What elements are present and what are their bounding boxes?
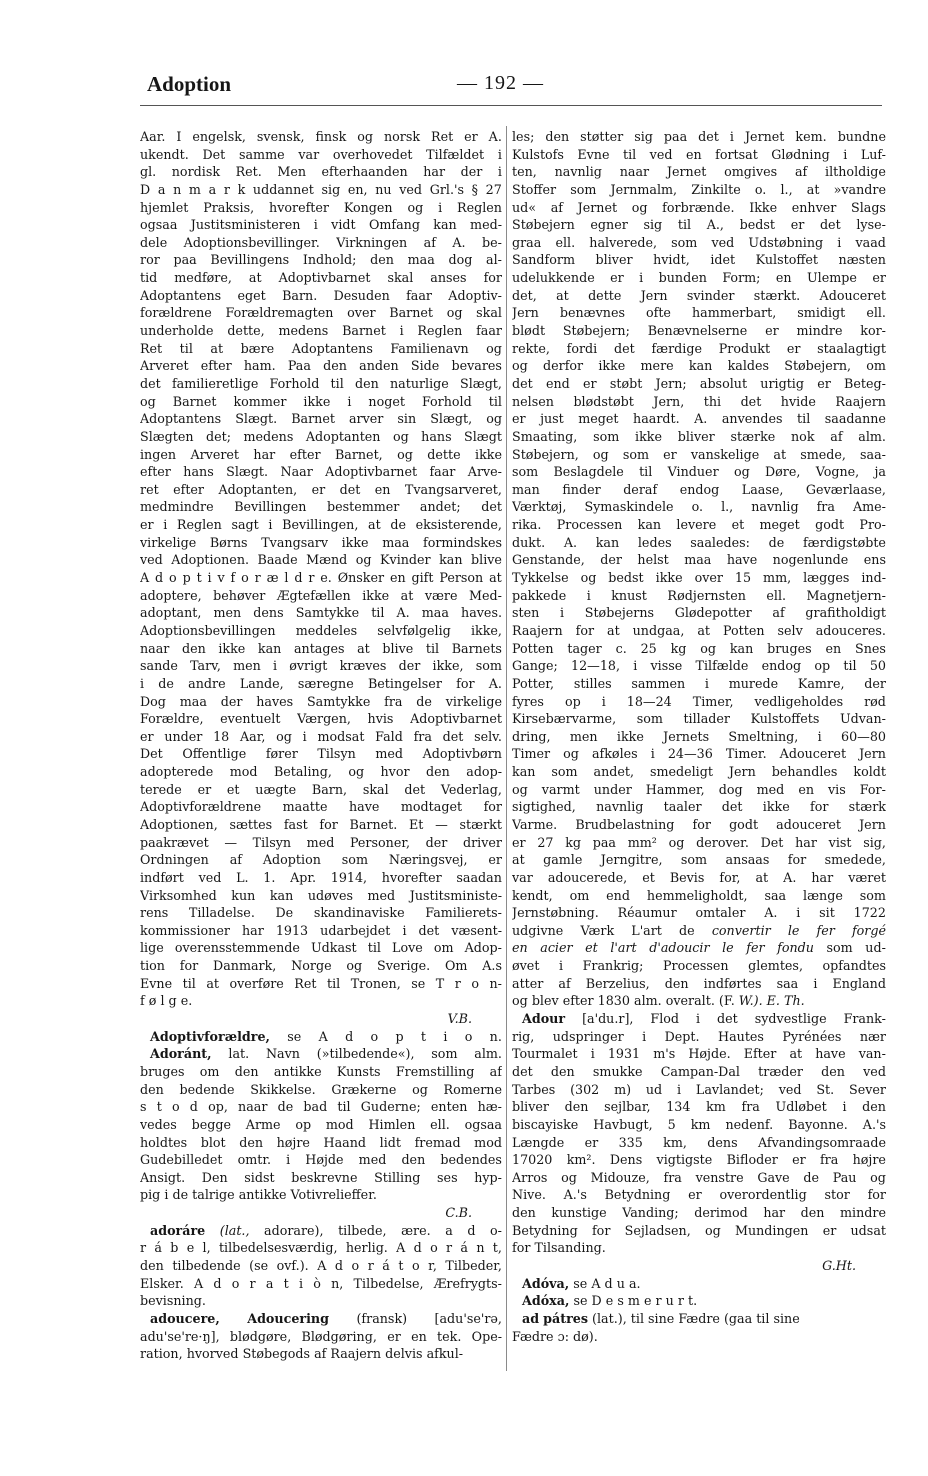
text-line: den tilbedende (se ovf.). A d o r á t o r, Tilbeder,	[140, 1258, 502, 1273]
text-line: udgivne Værk L'art de convertir le fer forgé	[512, 922, 886, 938]
text-line: holdtes blot den højre Haand lidt fremad mod	[140, 1134, 502, 1150]
text-line: hjemlet Praksis, hvorefter Kongen og i Reglen	[140, 199, 502, 215]
text-line: er 27 kg paa mm² og derover. Det har vist sig,	[512, 834, 886, 850]
text-line: Sandform bliver hvidt, idet Kulstoffet næsten	[512, 252, 886, 268]
text-line: Forældre, eventuelt Værgen, hvis Adoptivbarnet	[140, 711, 502, 727]
text-line: Arveret efter ham. Paa den anden Side bevares	[140, 358, 502, 374]
text-line: ror paa Bevillingens Indhold; den maa dog al-	[140, 252, 502, 268]
text-line: det end er støbt Jern; absolut urigtig er Beteg-	[512, 375, 886, 391]
text-line: ogsaa Justitsministeren i vidt Omfang kan med-	[140, 217, 502, 233]
text-line: kendt, om end hemmeligholdt, saa længe som	[512, 887, 886, 903]
text-line: bliver den sejlbar, 134 km fra Udløbet i den	[512, 1099, 886, 1115]
text-line: den bedende Skikkelse. Grækerne og Romerne	[140, 1081, 502, 1097]
text-line: Tourmalet i 1931 m's Højde. Efter at have van-	[512, 1046, 886, 1062]
text-line: medmindre Bevillingen bestemmer andet; det	[140, 499, 502, 515]
text-line: rekte, fordi det færdige Produkt er staalagtigt	[512, 340, 886, 356]
text-line: Dog maa der haves Samtykke fra de virkelige	[140, 693, 502, 709]
text-line: er just meget haardt. A. anvendes til saadanne	[512, 411, 886, 427]
text-line: udelukkende er i bunden Form; en Ulempe er	[512, 270, 886, 286]
text-line: Evne til at overføre Ret til Tronen, se T r o n-	[140, 975, 502, 991]
text-line: pakkede i knust Rødjernsten ell. Magnetjern-	[512, 587, 886, 603]
text-line: Værktøj, Symaskindele o. l., navnlig fra Ame-	[512, 499, 886, 515]
right-column	[512, 128, 886, 1345]
text-line: naar den ikke kan antages at blive til Barnets	[140, 640, 502, 656]
text-line: Adoptionen, sættes fast for Barnet. Et — stærkt	[140, 816, 502, 832]
text-line: bevisning.	[140, 1293, 206, 1309]
text-line: tid medføre, at Adoptivbarnet skal anses for	[140, 270, 502, 286]
text-line: A d o p t i v f o r æ l d r e. Ønsker en gift Person at	[140, 570, 502, 586]
text-line: adoptant, men dens Samtykke til A. maa haves.	[140, 605, 502, 621]
text-line: forældrene Forældremagten over Barnet og skal	[140, 305, 502, 321]
text-line: den kunstige Vanding; derimod har den mindre	[512, 1205, 886, 1221]
text-line: Adoránt, lat. Navn (»tilbedende«), som alm.	[150, 1046, 502, 1062]
text-line: bruges om den antikke Kunsts Fremstilling af	[140, 1063, 502, 1079]
text-line: og varmt under Hammer, dog med en vis For-	[512, 781, 886, 797]
text-line: ud« af Jernet og forbrænde. Ikke enhver Slags	[512, 199, 886, 215]
text-line: Adoptantens eget Barn. Desuden faar Adoptiv-	[140, 287, 502, 303]
text-line: Ordningen af Adoption som Næringsvej, er	[140, 852, 502, 868]
left-column	[140, 128, 502, 1363]
text-line: graa ell. halverede, som ved Udstøbning i vaad	[512, 234, 886, 250]
text-line: sten i Støbejerns Glødepotter af grafitholdigt	[512, 605, 886, 621]
text-line: Aar. I engelsk, svensk, finsk og norsk Ret er A.	[140, 129, 502, 144]
text-line: dring, men ikke Jernets Smeltning, i 60—80	[512, 728, 886, 744]
text-line: Tykkelse og bedst ikke over 15 mm, lægges ind-	[512, 570, 886, 586]
text-line: Adóxa, se D e s m e r u r t.	[522, 1293, 698, 1309]
text-line: det familieretlige Forhold til den naturlige Slægt,	[140, 375, 502, 391]
text-line: ret efter Adoptanten, er det en Tvangsarveret,	[140, 481, 502, 497]
text-line: og Barnet kommer ikke i noget Forhold til	[140, 393, 502, 409]
text-line: paakrævet — Tilsyn med Personer, der driver	[140, 834, 502, 850]
text-line: Adóva, se A d u a.	[522, 1275, 641, 1291]
text-line: ukendt. Det samme var overhovedet Tilfældet i	[140, 146, 502, 162]
text-line: s t o d op, naar de bad til Guderne; enten hæ-	[140, 1099, 502, 1115]
text-line: ingen Arveret har efter Barnet, og dette ikke	[140, 446, 502, 462]
text-line: les; den støtter sig paa det i Jernet kem. bundne	[512, 129, 886, 144]
text-line: Gange; 12—18, i visse Tilfælde endog op til 50	[512, 658, 886, 674]
text-line: sigtighed, navnlig taaler det ikke for stærk	[512, 799, 886, 815]
text-line: Støbejern, og som er vanskelige at smede, saa-	[512, 446, 886, 462]
text-line: rens Tilladelse. De skandinaviske Familierets-	[140, 905, 502, 921]
text-line: det den smukke Campan-Dal træder den ved	[512, 1063, 886, 1079]
text-line: Raajern for at undgaa, at Potten selv adouceres.	[512, 622, 886, 638]
text-line: øvet i Frankrig; Processen glemtes, opfandtes	[512, 958, 886, 974]
text-line: Arros og Midouze, fra venstre Gave de Pau og	[512, 1169, 886, 1185]
text-line: Det Offentlige fører Tilsyn med Adoptivbørn	[140, 746, 502, 762]
running-head-title: Adoption	[147, 72, 232, 96]
text-line: man finder deraf endog Laase, Geværlaase,	[512, 481, 886, 497]
text-line: Varme. Brudbelastning for godt adouceret Jern	[512, 816, 886, 832]
text-line: var adoucerede, et Bevis for, at A. har været	[512, 869, 886, 885]
text-line: lige overensstemmende Udkast til Love om Adop-	[140, 940, 502, 956]
text-line: virkelige Børns Tvangsarv ikke maa formindskes	[140, 534, 502, 550]
text-line: pig i de talrige antikke Votivrelieffer.	[140, 1187, 377, 1203]
text-line: Betydning for Sejladsen, og Mundingen er udsat	[512, 1222, 886, 1238]
text-line: dukt. A. kan ledes saaledes: de færdigstøbte	[512, 534, 886, 550]
text-line: Virksomhed kun kan udøves med Justitsministe-	[140, 887, 502, 903]
text-line: kan som andet, smedeligt Jern behandles koldt	[512, 764, 886, 780]
text-line: og derfor ikke mere kan kaldes Støbejern, om	[512, 358, 886, 374]
text-line: Slægten det; medens Adoptanten og hans Slægt	[140, 428, 502, 444]
text-line: efter hans Slægt. Naar Adoptivbarnet faar Arve-	[140, 464, 502, 480]
text-line: Nive. A.'s Betydning er overordentlig stor for	[512, 1187, 886, 1203]
text-line: Stoffer som Jernmalm, Zinkilte o. l., at »vandre	[512, 181, 886, 197]
text-line: Gudebilledet omtr. i Højde med den bedendes	[140, 1152, 502, 1168]
text-line: adoptere, behøver Ægtefællen ikke at være Med-	[140, 587, 502, 603]
text-line: adoucere, Adoucering (fransk) [adu'se'rə,	[150, 1310, 502, 1326]
text-line: Timer og afkøles i 24—36 Timer. Adouceret Jern	[512, 746, 886, 762]
text-line: en acier et l'art d'adoucir le fer fondu som ud-	[512, 940, 886, 956]
text-line: Adour [a'du.r], Flod i det sydvestlige Frank-	[522, 1011, 886, 1027]
text-line: biscayiske Havbugt, 5 km nedenf. Bayonne. A.'s	[512, 1116, 886, 1132]
text-line: ten, navnlig naar Jernet omgives af iltholdige	[512, 164, 886, 180]
text-line: terede er et uægte Barn, skal det Vederlag,	[140, 781, 502, 797]
text-line: vedes begge Arme op mod Himlen ell. ogsaa	[140, 1116, 502, 1132]
text-line: at gamle Jerngitre, som ansaas for smedede,	[512, 852, 886, 868]
text-line: Kirsebærvarme, som tillader Kulstoffets Udvan-	[512, 711, 886, 727]
text-line: C. B.	[445, 1205, 472, 1221]
text-line: blødt Støbejern; Benævnelserne er mindre kor-	[512, 323, 886, 339]
text-line: Tarbes (302 m) ud i Lavlandet; ved St. Sever	[512, 1081, 886, 1097]
text-line: er i Reglen sagt i Bevillingen, at de eksisterende,	[140, 517, 502, 533]
text-line: V. B.	[447, 1011, 472, 1027]
text-line: Jern benævnes ofte hammerbart, smidigt ell.	[512, 305, 886, 321]
text-line: gl. nordisk Ret. Men efterhaanden har der i	[140, 164, 502, 180]
text-line: i de andre Lande, særegne Betingelser for A.	[140, 675, 502, 691]
text-line: Genstande, der helst maa have nogenlunde ens	[512, 552, 886, 568]
text-line: adopterede mod Betaling, og hvor den adop-	[140, 764, 502, 780]
text-line: dele Adoptionsbevillinger. Virkningen af A. be-	[140, 234, 502, 250]
text-line: ad pátres (lat.), til sine Fædre (gaa til sine	[522, 1310, 800, 1326]
text-line: Elsker. A d o r a t i ò n, Tilbedelse, Ærefrygts-	[140, 1275, 502, 1291]
text-line: som Beslagdele til Vinduer og Døre, Vogne, ja	[512, 464, 886, 480]
text-line: atter af Berzelius, den indførtes saa i England	[512, 975, 886, 991]
text-line: 17020 km². Dens vigtigste Bifloder er fra højre	[512, 1152, 886, 1168]
text-line: adoráre (lat., adorare), tilbede, ære. a d o-	[150, 1222, 502, 1238]
text-line: nelsen blødstøbt Jern, thi det hvide Raajern	[512, 393, 886, 409]
text-line: f ø l g e.	[140, 993, 193, 1009]
text-line: er under 18 Aar, og i modsat Fald fra det selv.	[140, 728, 502, 744]
text-line: fyres op i 18—24 Timer, vedligeholdes rød	[512, 693, 886, 709]
text-line: ved Adoptionen. Baade Mænd og Kvinder kan blive	[140, 552, 502, 568]
text-line: Potter, stilles sammen i murede Kamre, der	[512, 675, 886, 691]
text-line: r á b e l, tilbedelsesværdig, herlig. A d o r á n t,	[140, 1240, 502, 1256]
text-line: indført ved L. 1. Apr. 1914, hvorefter saadan	[140, 869, 502, 885]
text-line: rig, udspringer i Dept. Hautes Pyrénées nær	[512, 1028, 886, 1044]
text-line: Ret til at bære Adoptantens Familienavn og	[140, 340, 502, 356]
text-line: underholde dette, medens Barnet i Reglen faar	[140, 323, 502, 339]
text-line: adu'se're·ŋ], blødgøre, Blødgøring, er en tek. Ope-	[140, 1328, 502, 1344]
header-rule	[140, 105, 882, 106]
text-line: Adoptionsbevillingen meddeles selvfølgelig ikke,	[140, 622, 502, 638]
text-line: Længde er 335 km, dens Afvandingsomraade	[512, 1134, 886, 1150]
text-line: Ansigt. Den sidst beskrevne Stilling ses hyp-	[140, 1169, 502, 1185]
text-line: Kulstofs Evne til ved en fortsat Glødning i Luf-	[512, 146, 886, 162]
text-line: det, at dette Jern svinder stærkt. Adouceret	[512, 287, 886, 303]
text-line: Jernstøbning. Réaumur omtaler A. i sit 1722	[512, 905, 886, 921]
text-line: Adoptantens Slægt. Barnet arver sin Slægt, og	[140, 411, 502, 427]
text-line: tion for Danmark, Norge og Sverige. Om A.s	[140, 958, 502, 974]
text-line: Adoptivforældrene maatte have modtaget for	[140, 799, 502, 815]
text-line: og blev efter 1830 alm. overalt. (F. W.). E. Th.	[512, 993, 805, 1009]
text-line: D a n m a r k uddannet sig en, nu ved Grl.'s § 27	[140, 181, 502, 197]
text-line: ration, hvorved Støbegods af Raajern delvis afkul-	[140, 1346, 464, 1362]
text-line: sande Tarv, men i øvrigt kræves der ikke, som	[140, 658, 502, 674]
page-header	[147, 72, 882, 102]
text-line: kommissioner har 1913 udarbejdet i det væsent-	[140, 922, 502, 938]
text-line: Smaating, som ikke bliver stærke nok af alm.	[512, 428, 886, 444]
text-line: rika. Processen kan levere et meget godt Pro-	[512, 517, 886, 533]
text-line: Potten tager c. 25 kg og kan bruges en Snes	[512, 640, 886, 656]
page-number: — 192 —	[457, 72, 544, 94]
text-line: for Tilsanding.	[512, 1240, 606, 1256]
text-line: Støbejern egner sig til A., bedst er det lyse-	[512, 217, 886, 233]
text-line: Adoptivforældre, se A d o p t i o n.	[150, 1028, 502, 1044]
column-divider	[506, 126, 507, 1371]
text-line: Fædre ɔ: dø).	[512, 1328, 598, 1344]
text-line: G. Ht.	[822, 1258, 856, 1273]
